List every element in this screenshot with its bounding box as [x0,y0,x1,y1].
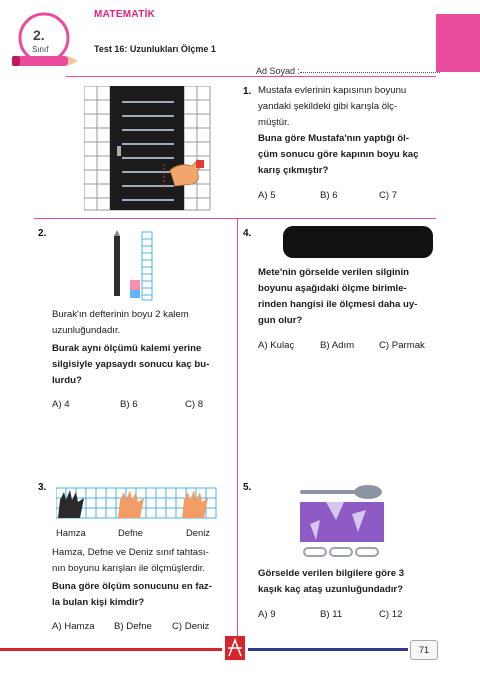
name-label: Ad Soyad : [256,66,301,76]
q1-door-figure [84,86,214,214]
q3-option-a[interactable]: A) Hamza [52,621,95,632]
q3-name-hamza: Hamza [56,527,86,538]
q1-text-line: Mustafa evlerinin kapısının boyunu [258,85,407,96]
q5-option-c[interactable]: C) 12 [379,609,403,620]
q5-number: 5. [243,482,252,493]
q1-question-line: Buna göre Mustafa'nın yaptığı öl- [258,133,409,144]
subject-title: MATEMATİK [94,9,156,20]
q3-text-line: Hamza, Defne ve Deniz sınıf tahtası- [52,547,209,558]
q4-option-c[interactable]: C) Parmak [379,340,425,351]
q2-pencil-eraser-figure [110,230,166,302]
paper-clips-icon [304,548,378,556]
footer-blue-line [248,648,408,651]
name-field[interactable] [300,72,440,73]
q4-option-b[interactable]: B) Adım [320,340,355,351]
q3-text [52,545,209,577]
q3-question-line: la bulan kişi kimdir? [52,597,145,608]
q5-option-b[interactable]: B) 11 [320,609,343,620]
q5-option-a[interactable]: A) 9 [258,609,276,620]
header-pink-tab [436,14,480,72]
q2-text-line: uzunluğundadır. [52,325,121,336]
eraser-image [283,226,433,258]
footer-red-line [0,648,222,651]
page-number: 71 [410,640,438,660]
q4-question [258,265,417,329]
q3-question [52,579,212,611]
column-divider [237,218,238,638]
q5-question-line: Görselde verilen bilgilere göre 3 [258,568,405,579]
q1-question [258,131,418,179]
q2-question-line: Burak aynı ölçümü kalemi yerine [52,343,202,354]
purple-board [300,502,384,542]
q3-text-line: nın boyunu karışları ile ölçmüşlerdir. [52,563,206,574]
q5-question-line: kaşık kaç ataş uzunluğundadır? [258,584,404,595]
q4-question-line: rinden hangisi ile ölçmesi daha uy- [258,299,418,310]
q4-number: 4. [243,228,252,239]
q3-option-c[interactable]: C) Deniz [172,621,210,632]
q4-question-line: Mete'nin görselde verilen silginin [258,267,410,278]
q2-text [52,307,189,339]
badge-number: 2. [33,27,45,43]
q5-spoon-clip-figure [296,480,388,560]
q2-number: 2. [38,228,47,239]
q1-option-c[interactable]: C) 7 [379,190,398,201]
q4-option-a[interactable]: A) Kulaç [258,340,295,351]
q1-number: 1. [243,86,252,97]
q3-number: 3. [38,482,47,493]
q3-question-line: Buna göre ölçüm sonucunu en faz- [52,581,212,592]
q1-text-line: müştür. [258,117,290,128]
q2-option-c[interactable]: C) 8 [185,399,204,410]
q2-option-a[interactable]: A) 4 [52,399,70,410]
q4-question-line: gun olur? [258,315,303,326]
q2-question [52,341,209,389]
grade-badge [8,4,88,76]
test-title: Test 16: Uzunlukları Ölçme 1 [94,44,216,54]
q2-text-line: Burak'ın defterinin boyu 2 kalem [52,309,189,320]
eraser-icon [130,280,140,298]
q1-question-line: karış çıkmıştır? [258,165,329,176]
q1-question-line: çüm sonucu göre kapının boyu kaç [258,149,419,160]
q2-question-line: lurdu? [52,375,82,386]
q5-question [258,566,404,598]
door [110,86,184,210]
row-divider-1 [34,218,436,219]
hamza-hand-icon [58,490,84,518]
q1-text [258,83,406,131]
pencil-icon [114,230,120,296]
door-handle-icon [117,146,121,156]
defne-hand-icon [118,490,144,518]
q3-board-hands-figure [56,486,220,522]
q2-question-line: silgisiyle yapsaydı sonucu kaç bu- [52,359,210,370]
pencil-ring-icon [12,14,78,66]
q1-option-b[interactable]: B) 6 [320,190,338,201]
header-rule [66,76,436,77]
q1-option-a[interactable]: A) 5 [258,190,276,201]
q3-option-b[interactable]: B) Defne [114,621,152,632]
spoon-icon [300,485,382,499]
q2-option-b[interactable]: B) 6 [120,399,138,410]
q3-name-defne: Defne [118,527,144,538]
unit-scale [142,232,152,300]
q3-name-deniz: Deniz [186,527,210,538]
q1-text-line: yandaki şekildeki gibi karışla ölç- [258,101,398,112]
q4-question-line: boyunu aşağıdaki ölçme birimle- [258,283,407,294]
badge-label: Sınıf [32,45,49,54]
publisher-logo [224,634,246,662]
